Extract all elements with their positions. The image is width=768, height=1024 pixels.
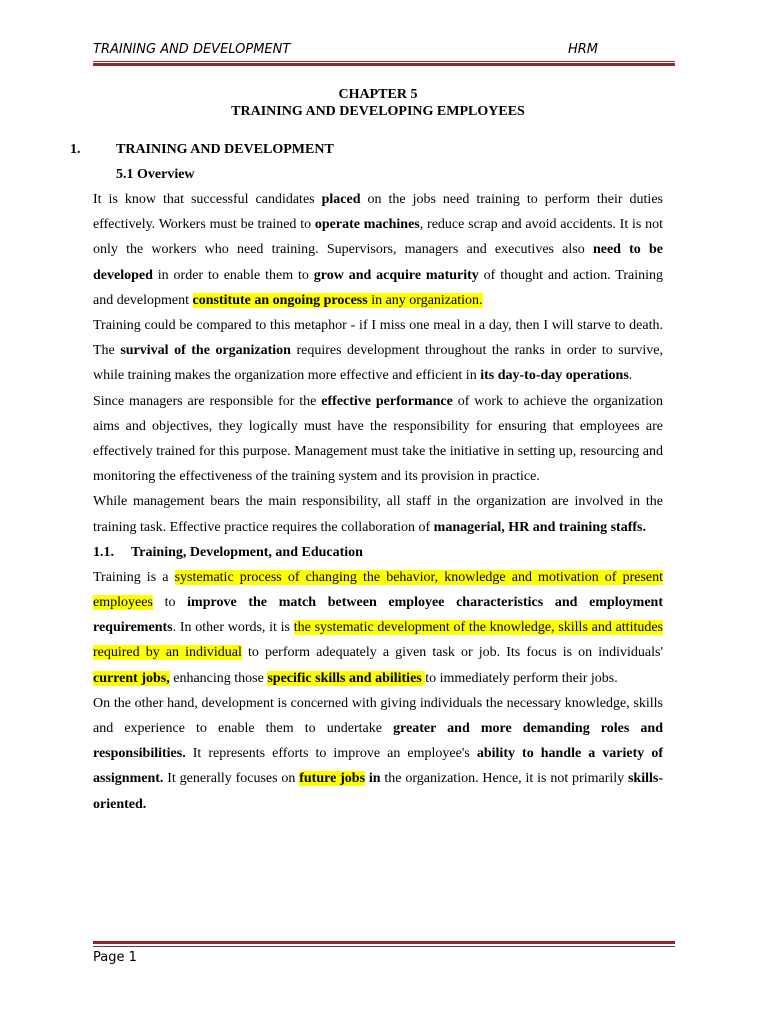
highlight: current jobs, <box>93 670 170 686</box>
page-header <box>93 42 675 62</box>
subsection-number: 1.1. <box>93 544 114 560</box>
header-rule-thick <box>93 63 675 66</box>
paragraph-1: It is know that successful candidates placed on the jobs need training to perform their duties effectively. Workers must be trained to operate machines, reduce scrap and avoid accidents. It is not only the workers who need training. Supervisors, managers and executives also need to be developed in order to enable them to grow and acquire maturity of thought and action. Training and development constitute an ongoing process in any organization. <box>93 192 664 308</box>
footer-rule-thick <box>93 941 675 944</box>
subsection-title: Training, Development, and Education <box>131 544 363 560</box>
chapter-number: CHAPTER 5 <box>338 87 418 102</box>
section-number: 1. <box>70 142 81 157</box>
header-right-text: HRM <box>568 42 599 57</box>
highlight: constitute an ongoing process <box>192 292 368 308</box>
highlight: the systematic development of the knowledge, skills and attitudes required by an individual <box>93 620 664 661</box>
overview-heading: 5.1 Overview <box>116 167 195 182</box>
section-heading <box>70 137 663 162</box>
page-number: Page 1 <box>93 950 137 965</box>
highlight: systematic process of changing the behavior, knowledge and motivation of present employees <box>93 569 663 611</box>
paragraph-2: Training could be compared to this metaphor - if I miss one meal in a day, then I will starve to death. The survival of the organization requires development throughout the ranks in order to survive, while training makes the organization more effective and efficient in its day-to-day operations. <box>93 318 663 384</box>
highlight: specific skills and abilities <box>267 670 426 686</box>
paragraph-3: Since managers are responsible for the effective performance of work to achieve the organization aims and objectives, they logically must have the responsibility for ensuring that employees are effectively trained for this purpose. Management must take the initiative in setting up, resourcing and monitoring the effectiveness of the training system and its provision in practice. <box>93 393 663 485</box>
paragraph-6: On the other hand, development is concerned with giving individuals the necessary knowledge, skills and experience to enable them to undertake greater and more demanding roles and responsibilities. It represents efforts to improve an employee's ability to handle a variety of assignment. It generally focuses on future jobs in the organization. Hence, it is not primarily skills-oriented. <box>93 695 663 812</box>
document-body <box>70 86 664 817</box>
chapter-title: TRAINING AND DEVELOPING EMPLOYEES <box>231 104 525 119</box>
header-rule-thin <box>93 61 675 62</box>
subsection-heading <box>93 540 663 565</box>
footer-rule-thin <box>93 946 675 947</box>
highlight: in any organization. <box>367 292 483 308</box>
header-left-text: TRAINING AND DEVELOPMENT <box>93 42 291 57</box>
section-title: TRAINING AND DEVELOPMENT <box>116 142 334 157</box>
highlight: future jobs <box>299 771 366 787</box>
paragraph-5: Training is a systematic process of changing the behavior, knowledge and motivation of present employees to improve the match between employee characteristics and employment requirements. In other words, it is the systematic development of the knowledge, skills and attitudes required by an individual to perform adequately a given task or job. Its focus is on individuals' current jobs, enhancing those specific skills and abilities to immediately perform their jobs. <box>93 569 664 686</box>
paragraph-4: While management bears the main responsibility, all staff in the organization are involved in the training task. Effective practice requires the collaboration of managerial, HR and training staffs. <box>93 494 663 535</box>
